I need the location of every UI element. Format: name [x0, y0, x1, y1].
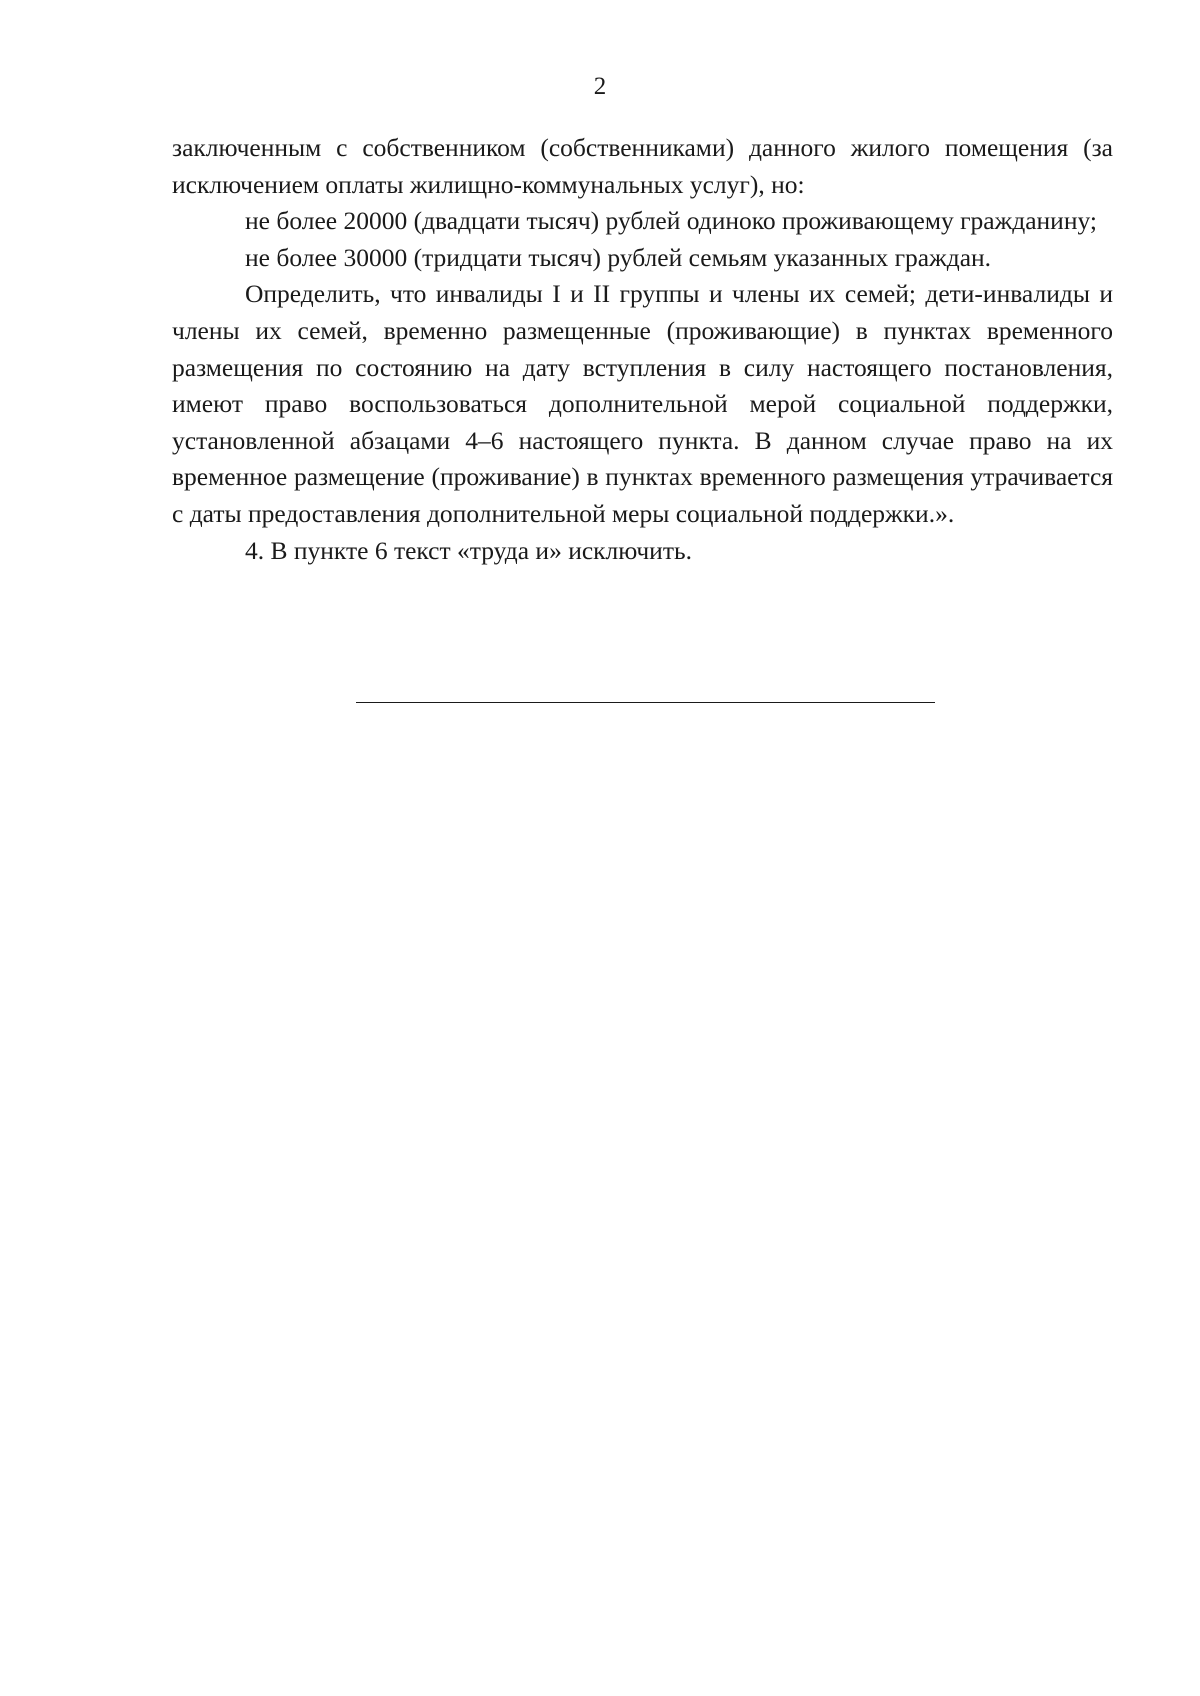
document-body — [172, 130, 1113, 569]
paragraph-item-4: 4. В пункте 6 текст «труда и» исключить. — [245, 535, 692, 565]
paragraph-determination: Определить, что инвалиды I и II группы и члены их семей; дети-инвалиды и члены их семей, временно размещенные (проживающие) в пунктах временного размещения по состоянию на дату вступления в силу настоящего постановления, имеют право воспользоваться дополнительной мерой социальной поддержки, установленной абзацами 4–6 настоящего пункта. В данном случае право на их временное размещение (проживание) в пунктах временного размещения утрачивается с даты предоставления дополнительной меры социальной поддержки.». — [172, 279, 1113, 528]
end-separator-line — [356, 702, 935, 703]
paragraph-limit-single: не более 20000 (двадцати тысяч) рублей одиноко проживающему гражданину; — [245, 206, 1097, 236]
paragraph-limit-family: не более 30000 (тридцати тысяч) рублей семьям указанных граждан. — [245, 242, 992, 272]
page-number: 2 — [593, 73, 607, 100]
paragraph-continuation: заключенным с собственником (собственниками) данного жилого помещения (за исключением оплаты жилищно-коммунальных услуг), но: — [172, 133, 1113, 199]
